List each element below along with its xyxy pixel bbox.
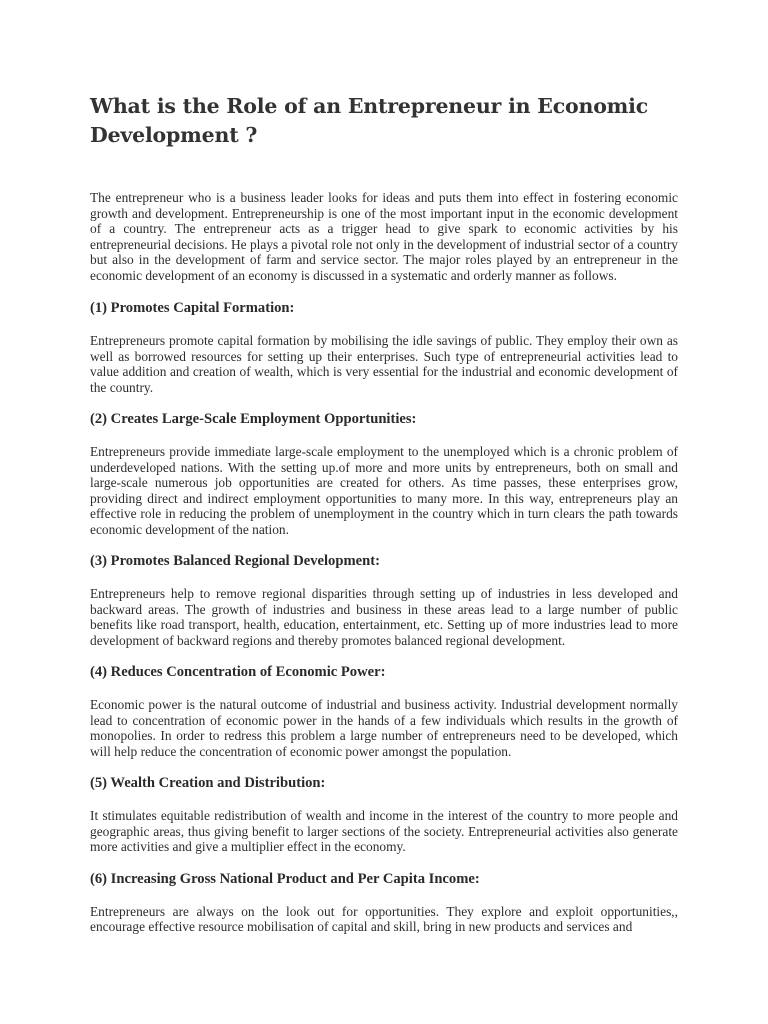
section-employment [90,410,678,537]
section-body: Entrepreneurs are always on the look out for opportunities. They explore and exploit opportunities,, encourage effective resource mobilisation of capital and skill, bring in new products and services and [90,903,678,934]
section-economic-power [90,663,678,759]
section-heading: (1) Promotes Capital Formation: [90,300,295,316]
section-heading: (4) Reduces Concentration of Economic Power: [90,664,386,680]
section-capital-formation [90,299,678,395]
section-wealth-creation [90,774,678,855]
section-heading: (5) Wealth Creation and Distribution: [90,775,326,791]
section-heading: (2) Creates Large-Scale Employment Opportunities: [90,411,417,427]
section-heading: (3) Promotes Balanced Regional Development: [90,553,380,569]
intro-paragraph: The entrepreneur who is a business leader looks for ideas and puts them into effect in fostering economic growth and development. Entrepreneurship is one of the most important input in the economic development of a country. The entrepreneur acts as a trigger head to give spark to economic activities by his entrepreneurial decisions. He plays a pivotal role not only in the development of industrial sector of a country but also in the development of farm and service sector. The major roles played by an entrepreneur in the economic development of an economy is discussed in a systematic and orderly manner as follows. [90,190,678,283]
section-body: Economic power is the natural outcome of industrial and business activity. Industrial development normally lead to concentration of economic power in the hands of a few individuals which results in the growth of monopolies. In order to redress this problem a large number of entrepreneurs need to be developed, which will help reduce the concentration of economic power amongst the population. [90,697,678,759]
section-regional-development [90,552,678,648]
document-page [90,92,678,935]
page-title: What is the Role of an Entrepreneur in Economic Development ? [90,94,649,147]
section-body: Entrepreneurs provide immediate large-scale employment to the unemployed which is a chronic problem of underdeveloped nations. With the setting up.of more and more units by entrepreneurs, both on small and large-scale numerous job opportunities are created for others. As time passes, these enterprises grow, providing direct and indirect employment opportunities to many more. In this way, entrepreneurs play an effective role in reducing the problem of unemployment in the country which in turn clears the path towards economic development of the nation. [90,444,678,537]
section-body: Entrepreneurs promote capital formation by mobilising the idle savings of public. They employ their own as well as borrowed resources for setting up their enterprises. Such type of entrepreneurial activities lead to value addition and creation of wealth, which is very essential for the industrial and economic development of the country. [90,333,678,395]
section-gnp-per-capita [90,870,678,935]
section-body: Entrepreneurs help to remove regional disparities through setting up of industries in less developed and backward areas. The growth of industries and business in these areas lead to a large number of public benefits like road transport, health, education, entertainment, etc. Setting up of more industries lead to more development of backward regions and thereby promotes balanced regional development. [90,586,678,648]
section-body: It stimulates equitable redistribution of wealth and income in the interest of the country to more people and geographic areas, thus giving benefit to larger sections of the society. Entrepreneurial activities also generate more activities and give a multiplier effect in the economy. [90,808,678,854]
section-heading: (6) Increasing Gross National Product and Per Capita Income: [90,870,480,887]
